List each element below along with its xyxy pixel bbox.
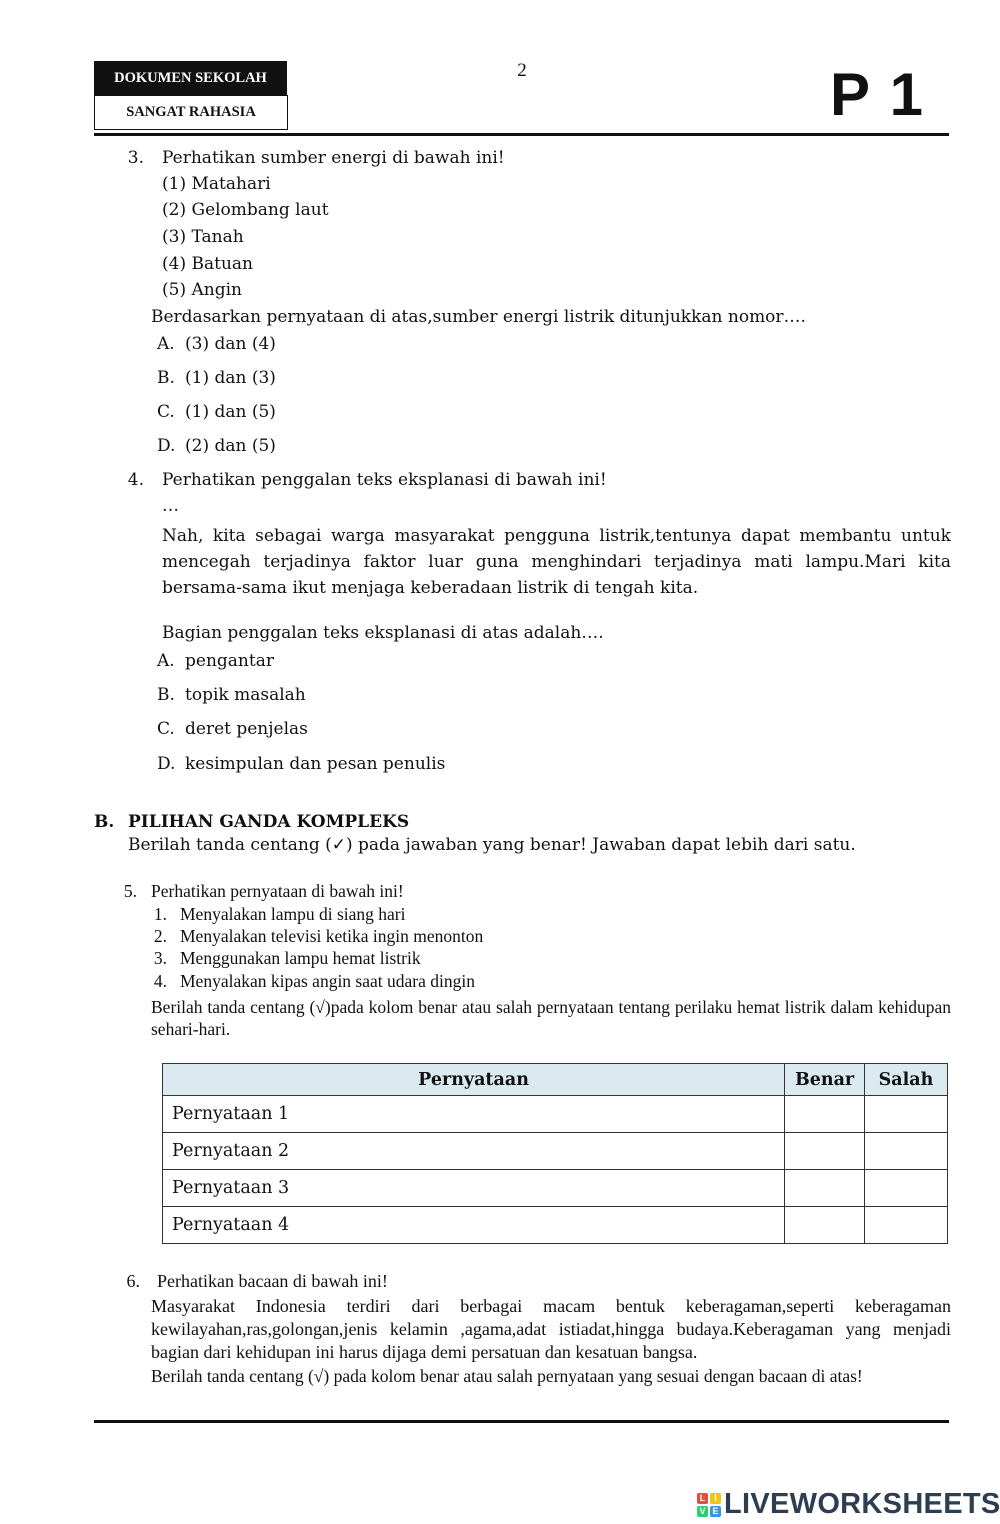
q4-option-c-letter: C.	[157, 719, 175, 739]
statement-table	[162, 1063, 948, 1244]
q5-prompt: Perhatikan pernyataan di bawah ini!	[151, 881, 404, 901]
q5-item: Menyalakan televisi ketika ingin menonton	[180, 926, 484, 946]
logo-square: L	[697, 1493, 708, 1504]
q5-item: Menyalakan lampu di siang hari	[180, 904, 406, 924]
column-header-pernyataan: Pernyataan	[163, 1064, 785, 1096]
q5-item-num: 3.	[153, 948, 167, 968]
stamp-sangat-rahasia: SANGAT RAHASIA	[94, 95, 288, 130]
statement-cell: Pernyataan 1	[163, 1096, 785, 1133]
q3-item: (5) Angin	[162, 280, 242, 300]
logo-square: V	[697, 1506, 708, 1517]
q4-option-d[interactable]: kesimpulan dan pesan penulis	[185, 754, 446, 774]
paper-code: P 1	[830, 61, 925, 128]
q3-item: (4) Batuan	[162, 254, 253, 274]
q3-option-a-letter: A.	[157, 334, 175, 354]
benar-checkbox-cell[interactable]	[785, 1096, 865, 1133]
footer-rule	[94, 1420, 949, 1423]
q6-passage: Masyarakat Indonesia terdiri dari berbagai macam bentuk keberagaman,seperti keberagaman kewilayahan,ras,golongan,jenis kelamin ,agama,adat istiadat,hingga budaya.Keberagaman yang menjadi bagian dari kehidupan ini harus dijaga demi persatuan dan kesatuan bangsa.	[151, 1296, 951, 1362]
q6-number: 6.	[126, 1271, 140, 1291]
statement-cell: Pernyataan 3	[163, 1170, 785, 1207]
q3-item: (1) Matahari	[162, 174, 271, 194]
liveworksheets-logo	[697, 1488, 1000, 1521]
table-row	[163, 1096, 948, 1133]
q4-prompt: Perhatikan penggalan teks eksplanasi di bawah ini!	[162, 470, 607, 490]
liveworksheets-mark-icon	[697, 1493, 721, 1517]
q3-question: Berdasarkan pernyataan di atas,sumber energi listrik ditunjukkan nomor….	[151, 307, 806, 327]
q3-option-c-letter: C.	[157, 402, 175, 422]
q3-item: (3) Tanah	[162, 227, 244, 247]
q3-number: 3.	[127, 148, 144, 168]
q3-option-a[interactable]: (3) dan (4)	[185, 334, 276, 354]
q5-number: 5.	[123, 881, 137, 901]
statement-cell: Pernyataan 4	[163, 1207, 785, 1244]
q3-option-b-letter: B.	[157, 368, 175, 388]
q4-option-c[interactable]: deret penjelas	[185, 719, 308, 739]
q3-prompt: Perhatikan sumber energi di bawah ini!	[162, 148, 505, 168]
q4-option-b[interactable]: topik masalah	[185, 685, 306, 705]
table-row	[163, 1207, 948, 1244]
statement-cell: Pernyataan 2	[163, 1133, 785, 1170]
q6-prompt: Perhatikan bacaan di bawah ini!	[157, 1271, 388, 1291]
q4-option-d-letter: D.	[157, 754, 176, 774]
benar-checkbox-cell[interactable]	[785, 1170, 865, 1207]
q3-item: (2) Gelombang laut	[162, 200, 329, 220]
q4-question: Bagian penggalan teks eksplanasi di atas adalah….	[162, 623, 604, 643]
q5-item-num: 2.	[153, 926, 167, 946]
benar-checkbox-cell[interactable]	[785, 1207, 865, 1244]
q4-option-a-letter: A.	[157, 651, 175, 671]
salah-checkbox-cell[interactable]	[865, 1170, 948, 1207]
section-b-letter: B.	[94, 812, 115, 832]
table-row	[163, 1133, 948, 1170]
table-header-row	[163, 1064, 948, 1096]
q6-instruction: Berilah tanda centang (√) pada kolom benar atau salah pernyataan yang sesuai dengan bacaan di atas!	[151, 1366, 863, 1386]
q5-item-num: 4.	[153, 971, 167, 991]
q5-item-num: 1.	[153, 904, 167, 924]
q4-number: 4.	[127, 470, 144, 490]
benar-checkbox-cell[interactable]	[785, 1133, 865, 1170]
q3-option-d[interactable]: (2) dan (5)	[185, 436, 276, 456]
q5-item: Menggunakan lampu hemat listrik	[180, 948, 421, 968]
salah-checkbox-cell[interactable]	[865, 1207, 948, 1244]
q5-item: Menyalakan kipas angin saat udara dingin	[180, 971, 475, 991]
column-header-salah: Salah	[865, 1064, 948, 1096]
section-b-instruction: Berilah tanda centang (✓) pada jawaban yang benar! Jawaban dapat lebih dari satu.	[128, 835, 856, 855]
salah-checkbox-cell[interactable]	[865, 1133, 948, 1170]
table-row	[163, 1170, 948, 1207]
q4-option-b-letter: B.	[157, 685, 175, 705]
q4-ellipsis: …	[162, 496, 179, 516]
page-number: 2	[517, 60, 527, 81]
q3-option-b[interactable]: (1) dan (3)	[185, 368, 276, 388]
q3-option-d-letter: D.	[157, 436, 176, 456]
column-header-benar: Benar	[785, 1064, 865, 1096]
q4-passage: Nah, kita sebagai warga masyarakat pengguna listrik,tentunya dapat membantu untuk mencegah terjadinya faktor luar guna menghindari terjadinya mati lampu.Mari kita bersama-sama ikut menjaga keberadaan listrik di tengah kita.	[162, 526, 951, 598]
q3-option-c[interactable]: (1) dan (5)	[185, 402, 276, 422]
salah-checkbox-cell[interactable]	[865, 1096, 948, 1133]
section-b-title: PILIHAN GANDA KOMPLEKS	[128, 812, 410, 832]
logo-square: I	[710, 1493, 721, 1504]
header-rule	[94, 133, 949, 136]
liveworksheets-wordmark: LIVEWORKSHEETS	[724, 1488, 1000, 1520]
logo-square: E	[710, 1506, 721, 1517]
stamp-dokumen-sekolah: DOKUMEN SEKOLAH	[94, 61, 287, 95]
q4-option-a[interactable]: pengantar	[185, 651, 274, 671]
q5-instruction: Berilah tanda centang (√)pada kolom benar atau salah pernyataan tentang perilaku hemat listrik dalam kehidupan sehari-hari.	[151, 997, 951, 1039]
